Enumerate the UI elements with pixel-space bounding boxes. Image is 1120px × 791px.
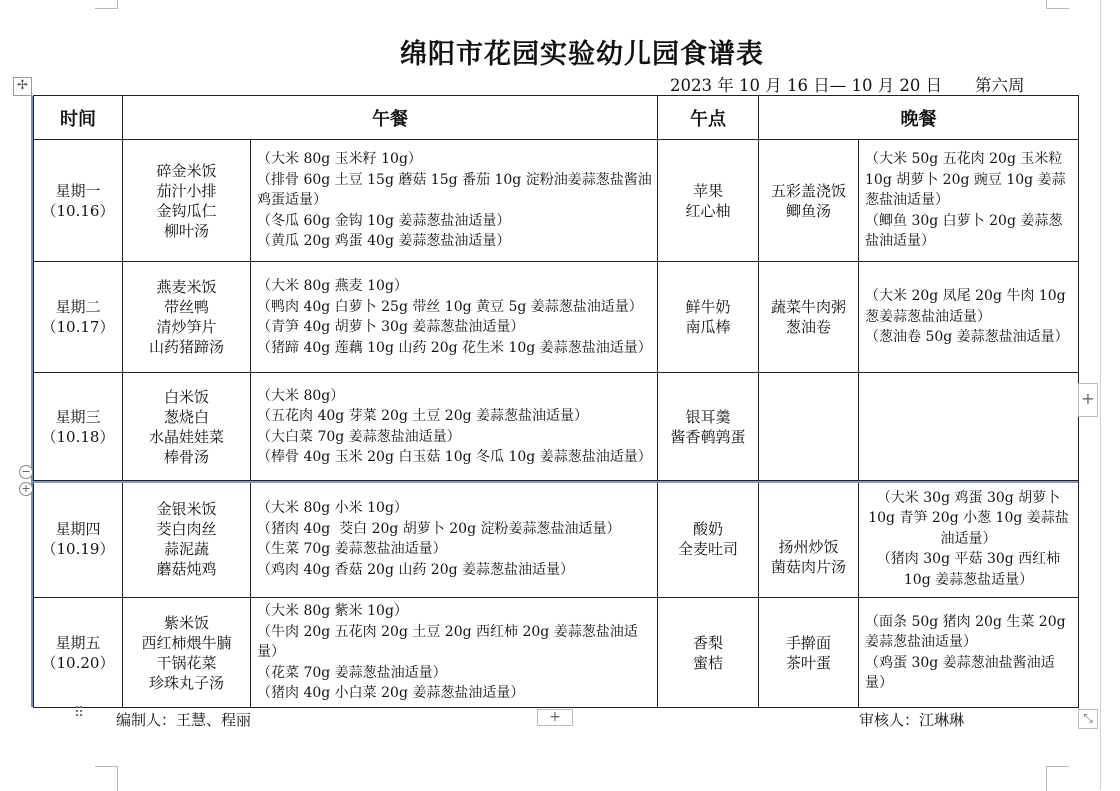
ingredient-line: （冬瓜 60g 金钩 10g 姜蒜葱盐油适量）: [257, 212, 511, 229]
snack-item: 酸奶: [692, 520, 723, 538]
dish: 葱烧白: [163, 407, 209, 426]
dish: 葱油卷: [785, 318, 831, 336]
day-name: 星期四: [55, 520, 101, 538]
dish: 蒜泥蔬: [163, 540, 209, 558]
ingredient-line: （大白菜 70g 姜蒜葱盐油适量）: [257, 428, 461, 445]
ingredient-line: （鸡肉 40g 香菇 20g 山药 20g 姜蒜葱盐油适量）: [257, 561, 575, 578]
snack-cell[interactable]: [658, 598, 759, 708]
day-date: （10.16）: [41, 201, 115, 220]
page-title: 绵阳市花园实验幼儿园食谱表: [400, 39, 764, 70]
ingredient-line: （牛肉 20g 五花肉 20g 土豆 20g 西红柿 20g 姜蒜葱盐油适量）: [257, 623, 638, 661]
day-date: （10.18）: [41, 427, 115, 446]
snack-item: 鲜牛奶: [685, 298, 731, 316]
day-name: 星期五: [55, 633, 101, 652]
table-row: [34, 598, 1079, 708]
dish: 茶叶蛋: [785, 653, 831, 672]
day-date: （10.19）: [41, 540, 115, 558]
dish: 扬州炒饭: [778, 538, 839, 556]
day-cell[interactable]: [34, 481, 123, 598]
dish: 蔬菜牛肉粥: [770, 298, 846, 316]
snack-cell[interactable]: [658, 262, 759, 373]
table-move-handle-icon[interactable]: ✢: [13, 77, 32, 96]
dish: 水晶娃娃菜: [148, 427, 224, 446]
snack-cell[interactable]: [658, 140, 759, 262]
drag-handle-icon[interactable]: ⠿: [74, 705, 86, 721]
lunch-dishes-cell[interactable]: [123, 481, 251, 598]
ingredient-line: （排骨 60g 土豆 15g 蘑菇 15g 番茄 10g 淀粉油姜蒜葱盐酱油鸡蛋适量）: [257, 171, 652, 209]
snack-item: 银耳羹: [685, 407, 731, 426]
date-range: 2023 年 10 月 16 日— 10 月 20 日: [670, 76, 943, 95]
lunch-details-cell[interactable]: [251, 598, 658, 708]
ingredient-line: （黄瓜 20g 鸡蛋 40g 姜蒜葱盐油适量）: [257, 233, 511, 250]
header-dinner: 晚餐: [759, 96, 1079, 140]
day-name: 星期三: [55, 407, 101, 426]
lunch-details-cell[interactable]: [251, 262, 658, 373]
ingredient-line: （猪肉 40g 小白菜 20g 姜蒜葱盐油适量）: [257, 685, 525, 702]
ingredient-line: （大米 80g）: [257, 387, 345, 404]
dinner-details-cell[interactable]: [859, 373, 1079, 481]
snack-item: 蜜桔: [692, 653, 723, 672]
dish: 茄汁小排: [156, 181, 217, 200]
dinner-details-cell[interactable]: [859, 262, 1079, 373]
day-cell[interactable]: [34, 598, 123, 708]
ingredient-line: （大米 80g 紫米 10g）: [257, 603, 408, 620]
ingredient-line: （大米 30g 鸡蛋 30g 胡萝卜 10g 青笋 20g 小葱 10g 姜蒜盐油适量）: [868, 489, 1069, 547]
lunch-dishes-cell[interactable]: [123, 262, 251, 373]
ingredient-line: （面条 50g 猪肉 20g 生菜 20g 姜蒜葱盐油适量）: [865, 613, 1066, 650]
lunch-dishes-cell[interactable]: [123, 598, 251, 708]
dish: 白米饭: [163, 387, 209, 406]
snack-cell[interactable]: [658, 481, 759, 598]
table-row: [34, 373, 1079, 481]
dish: 干锅花菜: [156, 653, 217, 672]
dish: 五彩盖浇饭: [770, 181, 846, 200]
ingredient-line: （猪蹄 40g 莲藕 10g 山药 20g 花生米 10g 姜蒜葱盐油适量）: [257, 339, 652, 356]
dish: 金银米饭: [156, 500, 217, 518]
header-snack: 午点: [658, 96, 759, 140]
ingredient-line: （鸭肉 40g 白萝卜 25g 带丝 10g 黄豆 5g 姜蒜葱盐油适量）: [257, 298, 643, 315]
dish: 山药猪蹄汤: [148, 338, 224, 356]
header-row: [34, 96, 1079, 140]
editor-credit: 编制人：王慧、程丽: [116, 711, 252, 729]
page-edge: [1100, 0, 1101, 790]
reviewer-credit: 审核人：江琳琳: [859, 711, 965, 729]
day-name: 星期二: [55, 298, 101, 316]
ingredient-line: （花菜 70g 姜蒜葱盐油适量）: [257, 664, 447, 681]
ingredient-line: （大米 80g 玉米籽 10g）: [257, 151, 422, 168]
ingredient-line: （生菜 70g 姜蒜葱盐油适量）: [257, 541, 447, 557]
ingredient-line: （葱油卷 50g 姜蒜葱盐油适量）: [865, 329, 1069, 346]
snack-item: 全麦吐司: [677, 540, 738, 558]
dinner-details-cell[interactable]: [859, 598, 1079, 708]
table-row: [34, 481, 1079, 598]
day-cell[interactable]: [34, 262, 123, 373]
dinner-dishes-cell[interactable]: [759, 598, 859, 708]
ingredient-line: （猪肉 30g 平菇 30g 西红柿 10g 姜蒜葱盐适量）: [876, 551, 1061, 588]
dish: 紫米饭: [163, 613, 209, 632]
dish: 清炒笋片: [156, 318, 217, 336]
insert-row-icon[interactable]: +: [19, 482, 33, 496]
day-name: 星期一: [55, 181, 101, 200]
dish: 鲫鱼汤: [785, 201, 831, 220]
lunch-dishes-cell[interactable]: [123, 373, 251, 481]
add-row-button[interactable]: +: [537, 709, 573, 726]
ingredient-line: （大米 50g 五花肉 20g 玉米粒 10g 胡萝卜 20g 豌豆 10g 姜蒜葱盐油适量）: [865, 151, 1066, 209]
dish: 碎金米饭: [156, 161, 217, 180]
snack-cell[interactable]: [658, 373, 759, 481]
ingredient-line: （大米 20g 凤尾 20g 牛肉 10g 葱姜蒜葱盐油适量）: [865, 288, 1066, 325]
dinner-dishes-cell[interactable]: [759, 262, 859, 373]
day-cell[interactable]: [34, 140, 123, 262]
ingredient-line: （大米 80g 燕麦 10g）: [257, 278, 408, 294]
header-time: 时间: [34, 96, 123, 140]
dinner-dishes-cell[interactable]: [759, 373, 859, 481]
dish: 菌菇肉片汤: [770, 558, 846, 576]
page-corner-mark: [95, 766, 118, 791]
add-column-button[interactable]: +: [1078, 383, 1098, 417]
day-date: （10.17）: [41, 318, 115, 336]
day-date: （10.20）: [41, 653, 115, 672]
menu-table: [33, 95, 1079, 708]
ingredient-line: （鸡蛋 30g 姜蒜葱油盐酱油适量）: [865, 654, 1055, 691]
week-label: 第六周: [975, 76, 1025, 95]
ingredient-line: （棒骨 40g 玉米 20g 白玉菇 10g 冬瓜 10g 姜蒜葱盐油适量）: [257, 449, 652, 465]
page-corner-mark: [1046, 0, 1069, 9]
snack-item: 南瓜棒: [685, 318, 731, 336]
dinner-details-cell[interactable]: [859, 481, 1079, 598]
table-resize-icon[interactable]: ⤡: [1078, 709, 1098, 729]
table-row: [34, 262, 1079, 373]
dinner-details-cell[interactable]: [859, 140, 1079, 262]
lunch-details-cell[interactable]: [251, 481, 658, 598]
dish: 燕麦米饭: [156, 278, 217, 296]
dinner-dishes-cell[interactable]: [759, 481, 859, 598]
snack-item: 红心柚: [685, 201, 731, 220]
page-corner-mark: [95, 0, 118, 9]
page-corner-mark: [1046, 766, 1069, 791]
dish: 西红柿煨牛腩: [141, 633, 232, 652]
dinner-dishes-cell[interactable]: [759, 140, 859, 262]
dish: 蘑菇炖鸡: [156, 560, 217, 578]
dish: 珍珠丸子汤: [148, 673, 224, 692]
dish: 茭白肉丝: [156, 520, 217, 538]
header-lunch: 午餐: [123, 96, 658, 140]
dish: 金钩瓜仁: [156, 201, 217, 220]
ingredient-line: （猪肉 40g 茭白 20g 胡萝卜 20g 淀粉姜蒜葱盐油适量）: [257, 520, 621, 537]
dish: 带丝鸭: [163, 298, 209, 316]
delete-row-icon[interactable]: −: [19, 465, 33, 479]
lunch-details-cell[interactable]: [251, 140, 658, 262]
row-insert-indicator: [33, 481, 1078, 483]
dish: 手擀面: [785, 633, 831, 652]
ingredient-line: （鲫鱼 30g 白萝卜 20g 姜蒜葱盐油适量）: [865, 212, 1063, 250]
snack-item: 香梨: [692, 633, 723, 652]
ingredient-line: （青笋 40g 胡萝卜 30g 姜蒜葱盐油适量）: [257, 319, 525, 335]
dish: 柳叶汤: [163, 221, 209, 240]
lunch-details-cell[interactable]: [251, 373, 658, 481]
table-row: [34, 140, 1079, 262]
day-cell[interactable]: [34, 373, 123, 481]
ingredient-line: （大米 80g 小米 10g）: [257, 500, 408, 516]
snack-item: 酱香鹌鹑蛋: [670, 427, 746, 446]
dish: 棒骨汤: [163, 447, 209, 466]
ingredient-line: （五花肉 40g 芽菜 20g 土豆 20g 姜蒜葱盐油适量）: [257, 408, 589, 424]
snack-item: 苹果: [692, 181, 723, 200]
lunch-dishes-cell[interactable]: [123, 140, 251, 262]
